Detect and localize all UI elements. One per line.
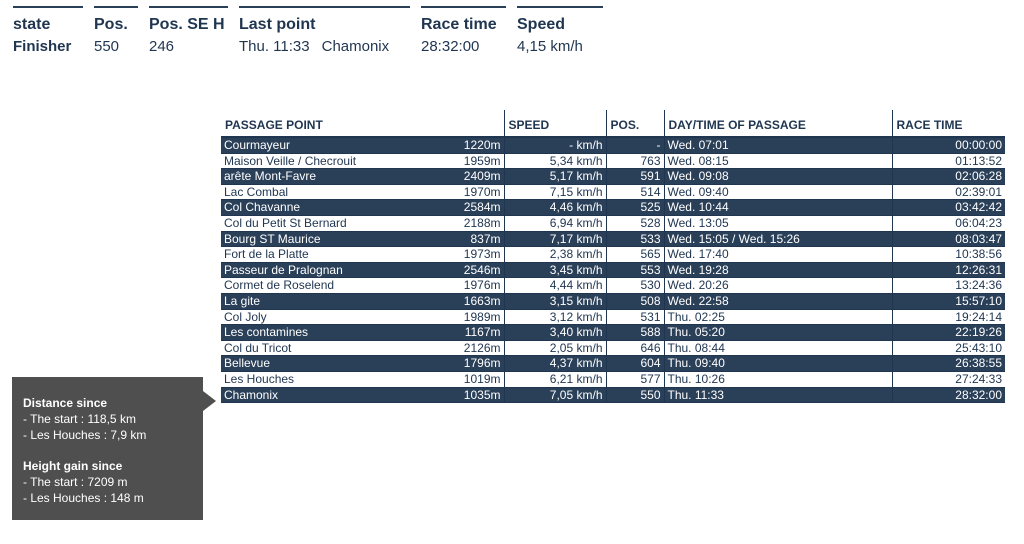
cell-day-time: Wed. 20:26 bbox=[664, 278, 892, 294]
cell-day-time: Thu. 08:44 bbox=[664, 340, 892, 356]
cell-pos: - bbox=[606, 137, 664, 153]
cell-race-time: 27:24:33 bbox=[892, 371, 1005, 387]
table-row[interactable] bbox=[221, 215, 1005, 231]
passage-point-name: Fort de la Platte bbox=[224, 247, 309, 262]
header-speed: SPEED bbox=[504, 110, 606, 137]
cell-race-time: 25:43:10 bbox=[892, 340, 1005, 356]
cell-pos: 763 bbox=[606, 153, 664, 169]
speed-value: 4,15 km/h bbox=[517, 38, 583, 55]
distance-start: - The start : 118,5 km bbox=[23, 412, 136, 426]
state-value: Finisher bbox=[13, 38, 72, 55]
race-time-label: Race time bbox=[421, 16, 497, 33]
passage-point-name: Les Houches bbox=[224, 371, 295, 386]
cell-speed: 2,05 km/h bbox=[504, 340, 606, 356]
cell-speed: 6,94 km/h bbox=[504, 215, 606, 231]
cell-pos: 531 bbox=[606, 309, 664, 325]
cell-speed: 3,45 km/h bbox=[504, 262, 606, 278]
cell-day-time: Wed. 17:40 bbox=[664, 247, 892, 263]
cell-pos: 533 bbox=[606, 231, 664, 247]
passage-point-altitude: 1796m bbox=[463, 356, 501, 371]
table-row[interactable] bbox=[221, 169, 1005, 185]
cell-race-time: 26:38:55 bbox=[892, 356, 1005, 372]
passage-point-altitude: 1167m bbox=[464, 325, 501, 340]
table-row[interactable] bbox=[221, 200, 1005, 216]
passage-point-altitude: 1973m bbox=[463, 247, 501, 262]
cell-pos: 553 bbox=[606, 262, 664, 278]
table-row[interactable] bbox=[221, 137, 1005, 153]
cell-race-time: 10:38:56 bbox=[892, 247, 1005, 263]
cell-speed: 4,37 km/h bbox=[504, 356, 606, 372]
summary-state bbox=[13, 6, 83, 58]
table-header-row bbox=[221, 110, 1005, 137]
passage-point-altitude: 2126m bbox=[463, 340, 501, 355]
header-race-time: RACE TIME bbox=[892, 110, 1005, 137]
cell-speed: 2,38 km/h bbox=[504, 247, 606, 263]
passage-point-name: arête Mont-Favre bbox=[224, 169, 317, 184]
cell-speed: - km/h bbox=[504, 137, 606, 153]
cell-passage-point bbox=[221, 231, 504, 247]
cell-pos: 646 bbox=[606, 340, 664, 356]
race-time-value: 28:32:00 bbox=[421, 38, 480, 55]
height-start: - The start : 7209 m bbox=[23, 475, 128, 489]
pos-se-h-value: 246 bbox=[149, 38, 175, 55]
cell-pos: 565 bbox=[606, 247, 664, 263]
table-row[interactable] bbox=[221, 387, 1005, 403]
passage-point-altitude: 1989m bbox=[463, 309, 501, 324]
distance-title: Distance since bbox=[23, 396, 108, 410]
passage-point-altitude: 1976m bbox=[463, 278, 501, 293]
speed-label: Speed bbox=[517, 16, 566, 33]
pos-label: Pos. bbox=[94, 16, 128, 33]
last-point-place: Chamonix bbox=[321, 38, 390, 55]
cell-passage-point bbox=[221, 278, 504, 294]
cell-passage-point bbox=[221, 356, 504, 372]
cell-passage-point bbox=[221, 184, 504, 200]
table-row[interactable] bbox=[221, 309, 1005, 325]
passage-point-altitude: 1970m bbox=[463, 184, 501, 199]
passage-point-name: Cormet de Roselend bbox=[224, 278, 335, 293]
header-pos: POS. bbox=[606, 110, 664, 137]
distance-houches: - Les Houches : 7,9 km bbox=[23, 428, 147, 442]
cell-day-time: Wed. 19:28 bbox=[664, 262, 892, 278]
passage-point-altitude: 1663m bbox=[463, 293, 501, 308]
cell-day-time: Thu. 05:20 bbox=[664, 325, 892, 341]
cell-passage-point bbox=[221, 200, 504, 216]
passage-point-altitude: 837m bbox=[470, 231, 501, 246]
cell-day-time: Thu. 10:26 bbox=[664, 371, 892, 387]
cell-pos: 591 bbox=[606, 169, 664, 185]
table-row[interactable] bbox=[221, 278, 1005, 294]
cell-day-time: Thu. 09:40 bbox=[664, 356, 892, 372]
cell-race-time: 02:39:01 bbox=[892, 184, 1005, 200]
cell-speed: 4,44 km/h bbox=[504, 278, 606, 294]
passage-point-altitude: 2188m bbox=[463, 215, 501, 230]
cell-passage-point bbox=[221, 153, 504, 169]
cell-race-time: 13:24:36 bbox=[892, 278, 1005, 294]
cell-race-time: 01:13:52 bbox=[892, 153, 1005, 169]
cell-passage-point bbox=[221, 293, 504, 309]
table-row[interactable] bbox=[221, 247, 1005, 263]
passage-point-name: Col Joly bbox=[224, 309, 267, 324]
cell-race-time: 08:03:47 bbox=[892, 231, 1005, 247]
cell-race-time: 02:06:28 bbox=[892, 169, 1005, 185]
cell-speed: 3,40 km/h bbox=[504, 325, 606, 341]
table-body bbox=[221, 137, 1005, 403]
table-row[interactable] bbox=[221, 153, 1005, 169]
passage-point-name: Col du Petit St Bernard bbox=[224, 215, 347, 230]
cell-pos: 604 bbox=[606, 356, 664, 372]
table-row[interactable] bbox=[221, 340, 1005, 356]
passage-point-name: Chamonix bbox=[224, 387, 279, 402]
cell-speed: 7,05 km/h bbox=[504, 387, 606, 403]
passage-point-name: Col du Tricot bbox=[224, 340, 292, 355]
table-row[interactable] bbox=[221, 325, 1005, 341]
passage-point-name: Bourg ST Maurice bbox=[224, 231, 321, 246]
header-passage-point: PASSAGE POINT bbox=[221, 110, 504, 137]
cell-day-time: Wed. 09:40 bbox=[664, 184, 892, 200]
cell-pos: 530 bbox=[606, 278, 664, 294]
cell-pos: 577 bbox=[606, 371, 664, 387]
cell-race-time: 22:19:26 bbox=[892, 325, 1005, 341]
cell-day-time: Wed. 13:05 bbox=[664, 215, 892, 231]
passage-point-altitude: 1220m bbox=[463, 138, 501, 152]
cell-speed: 5,17 km/h bbox=[504, 169, 606, 185]
summary-speed bbox=[517, 6, 603, 58]
cell-passage-point bbox=[221, 137, 504, 153]
pos-se-h-label: Pos. SE H bbox=[149, 16, 225, 33]
cell-speed: 4,46 km/h bbox=[504, 200, 606, 216]
cell-day-time: Wed. 22:58 bbox=[664, 293, 892, 309]
cell-passage-point bbox=[221, 262, 504, 278]
state-label: state bbox=[13, 16, 51, 33]
table-row[interactable] bbox=[221, 231, 1005, 247]
passage-point-altitude: 1019m bbox=[463, 371, 501, 386]
last-point-value bbox=[239, 36, 410, 58]
table-row[interactable] bbox=[221, 356, 1005, 372]
cell-passage-point bbox=[221, 169, 504, 185]
passage-point-name: Courmayeur bbox=[224, 138, 291, 152]
cell-passage-point bbox=[221, 340, 504, 356]
cell-day-time: Wed. 09:08 bbox=[664, 169, 892, 185]
cell-speed: 3,12 km/h bbox=[504, 309, 606, 325]
passage-point-altitude: 2546m bbox=[463, 262, 501, 277]
cell-day-time: Wed. 15:05 / Wed. 15:26 bbox=[664, 231, 892, 247]
passage-point-name: Les contamines bbox=[224, 325, 309, 340]
table-row[interactable] bbox=[221, 262, 1005, 278]
cell-day-time: Thu. 02:25 bbox=[664, 309, 892, 325]
passage-table bbox=[221, 110, 1005, 403]
height-houches: - Les Houches : 148 m bbox=[23, 491, 144, 505]
pos-value: 550 bbox=[94, 38, 120, 55]
summary-pos-se-h bbox=[149, 6, 228, 58]
passage-point-name: La gite bbox=[224, 293, 261, 308]
cell-day-time: Wed. 10:44 bbox=[664, 200, 892, 216]
cell-pos: 588 bbox=[606, 325, 664, 341]
summary-pos bbox=[94, 6, 138, 58]
cell-passage-point bbox=[221, 371, 504, 387]
cell-day-time: Thu. 11:33 bbox=[664, 387, 892, 403]
cell-pos: 528 bbox=[606, 215, 664, 231]
cell-passage-point bbox=[221, 387, 504, 403]
info-tooltip bbox=[12, 377, 203, 520]
passage-point-altitude: 2584m bbox=[463, 200, 501, 215]
passage-point-altitude: 1035m bbox=[463, 387, 501, 402]
cell-speed: 7,15 km/h bbox=[504, 184, 606, 200]
cell-race-time: 03:42:42 bbox=[892, 200, 1005, 216]
cell-day-time: Wed. 08:15 bbox=[664, 153, 892, 169]
cell-pos: 550 bbox=[606, 387, 664, 403]
cell-passage-point bbox=[221, 309, 504, 325]
passage-point-name: Maison Veille / Checrouit bbox=[224, 153, 357, 168]
passage-point-name: Lac Combal bbox=[224, 184, 289, 199]
cell-race-time: 00:00:00 bbox=[892, 137, 1005, 153]
cell-race-time: 15:57:10 bbox=[892, 293, 1005, 309]
cell-race-time: 12:26:31 bbox=[892, 262, 1005, 278]
cell-speed: 7,17 km/h bbox=[504, 231, 606, 247]
passage-point-name: Bellevue bbox=[224, 356, 271, 371]
table-row[interactable] bbox=[221, 184, 1005, 200]
cell-pos: 514 bbox=[606, 184, 664, 200]
passage-point-name: Col Chavanne bbox=[224, 200, 301, 215]
table-row[interactable] bbox=[221, 371, 1005, 387]
cell-race-time: 06:04:23 bbox=[892, 215, 1005, 231]
height-title: Height gain since bbox=[23, 459, 123, 473]
cell-day-time: Wed. 07:01 bbox=[664, 137, 892, 153]
cell-speed: 3,15 km/h bbox=[504, 293, 606, 309]
summary-last-point bbox=[239, 6, 410, 58]
cell-race-time: 28:32:00 bbox=[892, 387, 1005, 403]
table-row[interactable] bbox=[221, 293, 1005, 309]
cell-pos: 525 bbox=[606, 200, 664, 216]
cell-pos: 508 bbox=[606, 293, 664, 309]
header-day-time: DAY/TIME OF PASSAGE bbox=[664, 110, 892, 137]
cell-passage-point bbox=[221, 247, 504, 263]
summary-race-time bbox=[421, 6, 506, 58]
passage-point-name: Passeur de Pralognan bbox=[224, 262, 343, 277]
cell-passage-point bbox=[221, 215, 504, 231]
cell-speed: 5,34 km/h bbox=[504, 153, 606, 169]
passage-point-altitude: 2409m bbox=[463, 169, 501, 184]
last-point-time: Thu. 11:33 bbox=[239, 38, 310, 55]
cell-race-time: 19:24:14 bbox=[892, 309, 1005, 325]
cell-passage-point bbox=[221, 325, 504, 341]
summary-header bbox=[13, 6, 614, 58]
passage-point-altitude: 1959m bbox=[463, 153, 501, 168]
last-point-label: Last point bbox=[239, 16, 316, 33]
cell-speed: 6,21 km/h bbox=[504, 371, 606, 387]
